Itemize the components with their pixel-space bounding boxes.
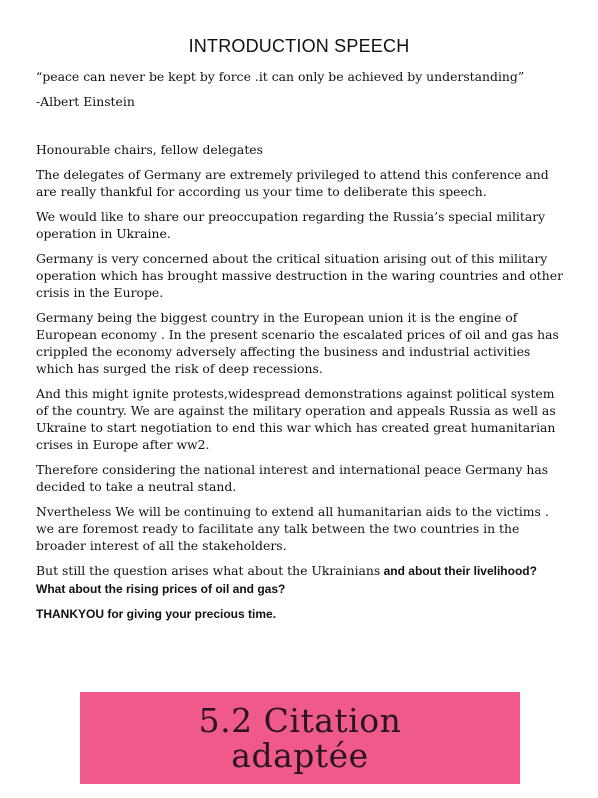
paragraph-6: Therefore considering the national interest and international peace Germany has decided to take a neutral stand. xyxy=(36,462,549,494)
speech-body xyxy=(36,68,564,631)
citation-banner xyxy=(80,692,520,784)
banner-line-1: 5.2 Citation xyxy=(198,701,402,740)
paragraph-1: The delegates of Germany are extremely privileged to attend this conference and are really thankful for according us your time to deliberate this speech. xyxy=(36,167,549,199)
question-paragraph xyxy=(36,562,564,598)
paragraph-3: Germany is very concerned about the critical situation arising out of this military operation which has brought massive destruction in the waring countries and other crisis in the Europe. xyxy=(36,251,564,300)
quote-author: -Albert Einstein xyxy=(36,94,135,109)
paragraph-2: We would like to share our preoccupation regarding the Russia’s special military operation in Ukraine. xyxy=(36,209,546,241)
page-title: INTRODUCTION SPEECH xyxy=(188,36,410,56)
quote-text: “peace can never be kept by force .it can only be achieved by understanding” xyxy=(36,69,525,84)
question-part-2: and about their livelihood? What about the rising prices of oil and gas? xyxy=(36,564,537,596)
paragraph-4: Germany being the biggest country in the European union it is the engine of European economy . In the present scenario the escalated prices of oil and gas has crippled the economy adversely affecting the business and industrial activities which has surged the risk of deep recessions. xyxy=(36,310,559,376)
question-part-1: But still the question arises what about the Ukrainians xyxy=(36,563,381,578)
banner-line-2: adaptée xyxy=(231,736,369,775)
paragraph-7: Nvertheless We will be continuing to extend all humanitarian aids to the victims . we are foremost ready to facilitate any talk between the two countries in the broader interest of all the stakeholders. xyxy=(36,504,549,553)
greeting: Honourable chairs, fellow delegates xyxy=(36,142,263,157)
closing-line: THANKYOU for giving your precious time. xyxy=(36,607,277,621)
paragraph-5: And this might ignite protests,widespread demonstrations against political system of the country. We are against the military operation and appeals Russia as well as Ukraine to start negotiation to end this war which has created great humanitarian crises in Europe after ww2. xyxy=(36,386,556,452)
